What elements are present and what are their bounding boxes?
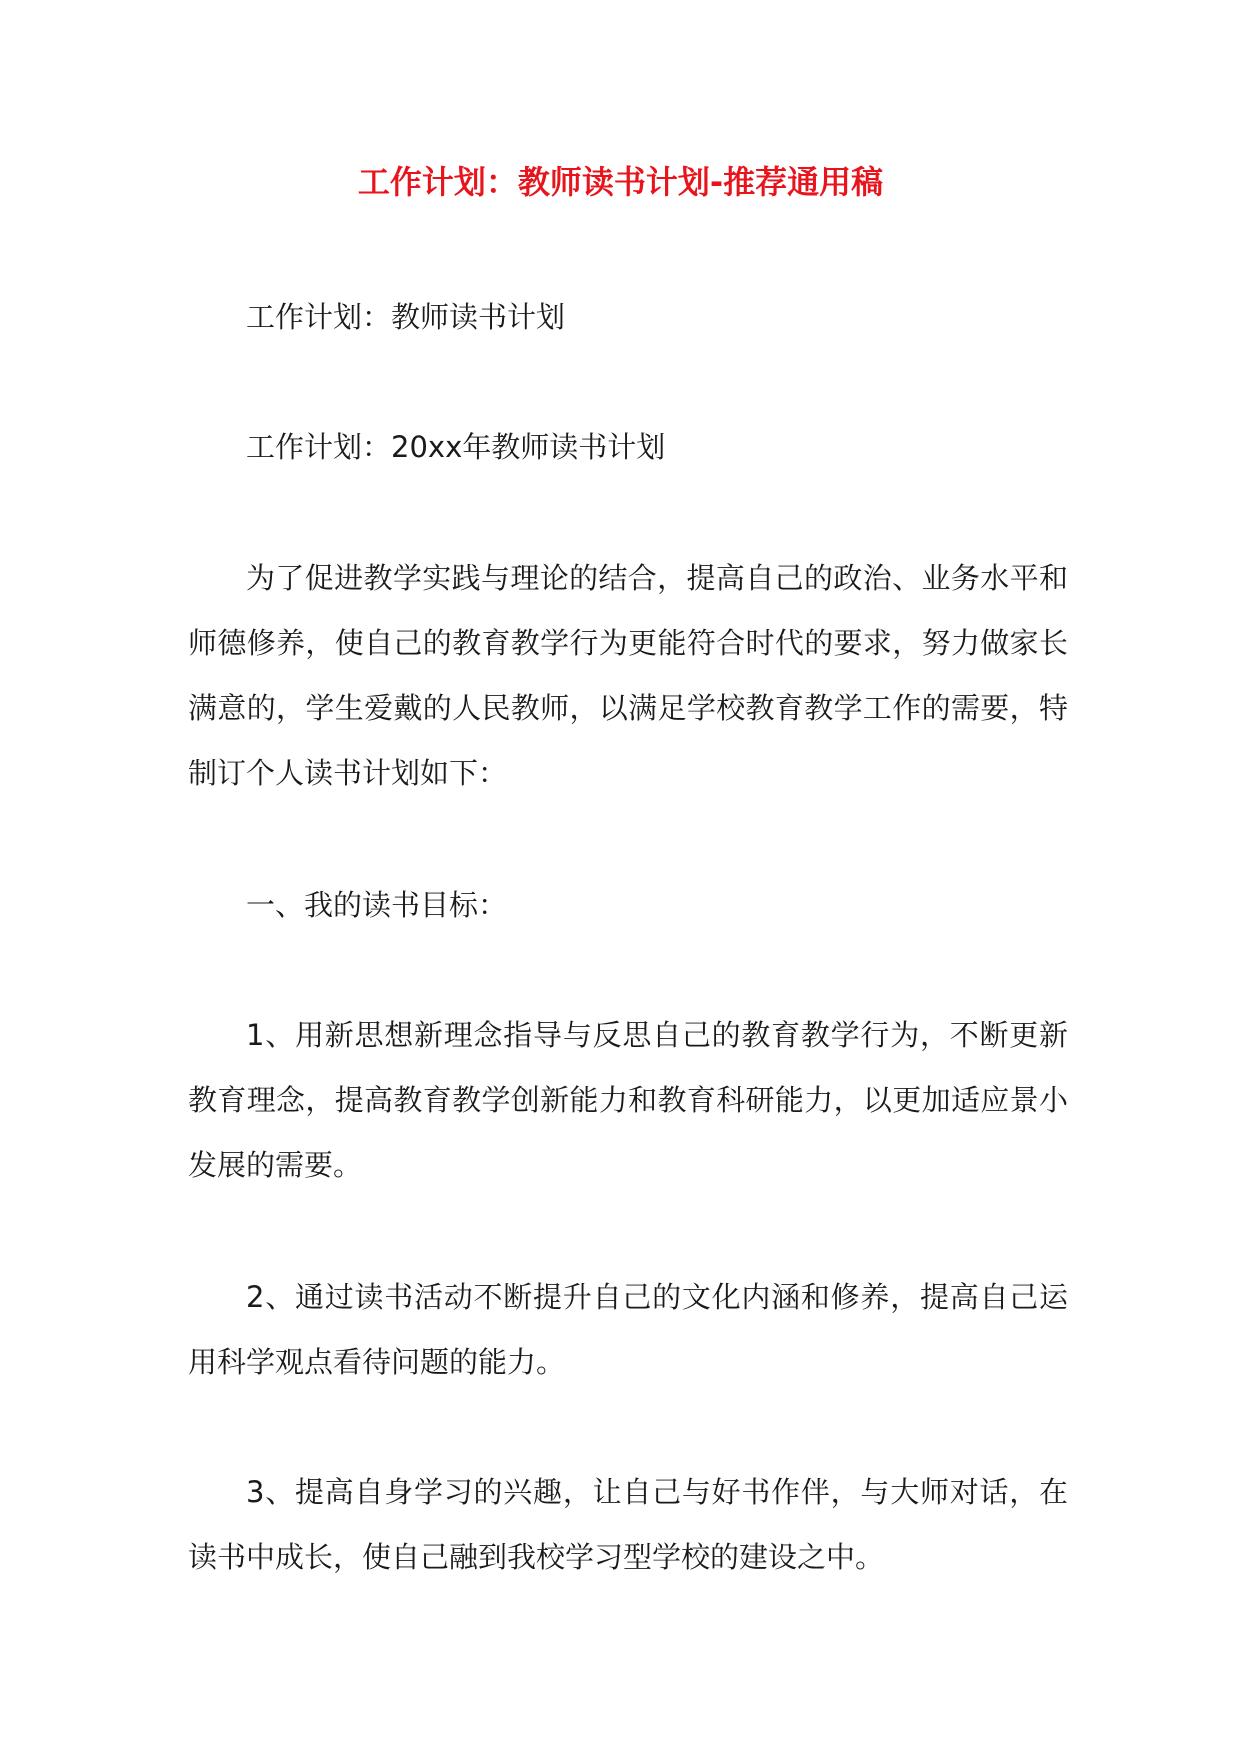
paragraph-intro: 为了促进教学实践与理论的结合，提高自己的政治、业务水平和师德修养，使自己的教育教学行为更能符合时代的要求，努力做家长满意的，学生爱戴的人民教师，以满足学校教育教学工作的需要，特制订个人读书计划如下： <box>188 561 1068 790</box>
section-heading-goals: 一、我的读书目标： <box>246 888 508 922</box>
paragraph-heading-plan: 工作计划：教师读书计划 <box>246 300 566 334</box>
goal-item-3: 3、提高自身学习的兴趣，让自己与好书作伴，与大师对话，在读书中成长，使自己融到我校学习型学校的建设之中。 <box>188 1475 1068 1574</box>
paragraph-heading-year-plan: 工作计划：20xx年教师读书计划 <box>246 430 666 464</box>
goal-item-1: 1、用新思想新理念指导与反思自己的教育教学行为，不断更新教育理念，提高教育教学创新能力和教育科研能力，以更加适应景小发展的需要。 <box>188 1018 1068 1182</box>
goal-item-2: 2、通过读书活动不断提升自己的文化内涵和修养，提高自己运用科学观点看待问题的能力。 <box>188 1280 1068 1379</box>
document-title: 工作计划：教师读书计划-推荐通用稿 <box>357 163 884 201</box>
